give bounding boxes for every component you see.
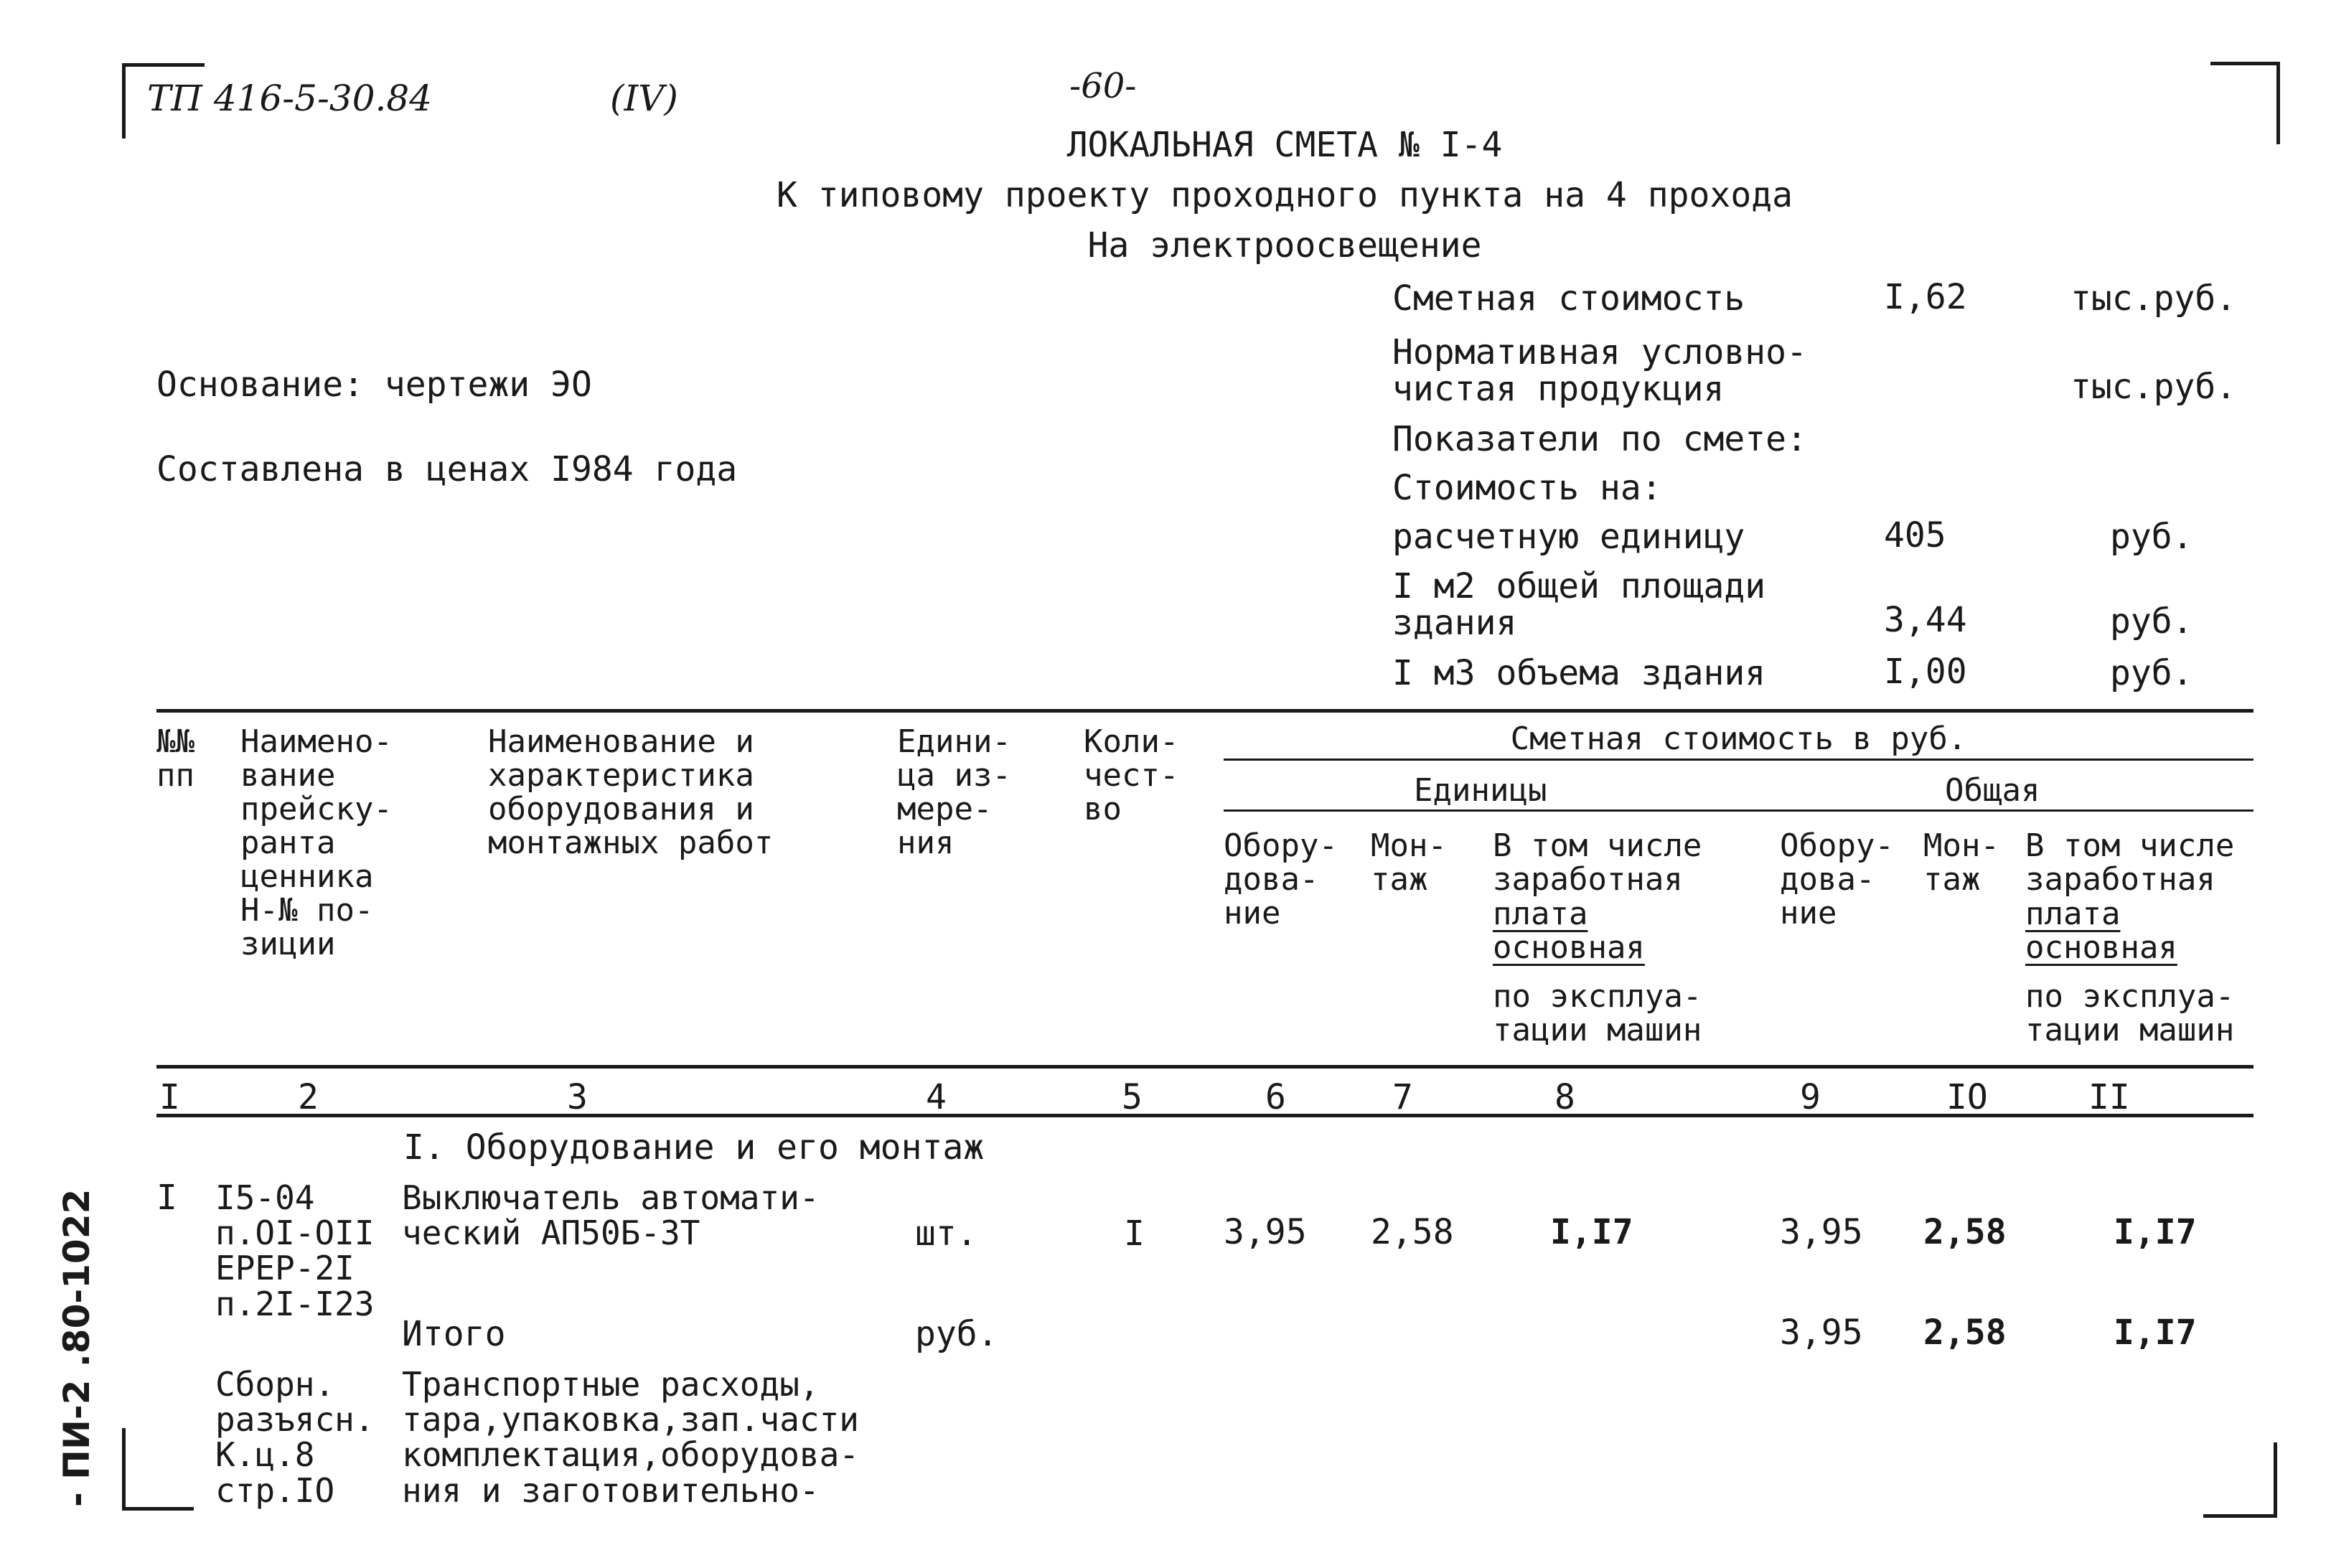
header-quantity: Коли- чест- во bbox=[1084, 723, 1179, 828]
row1-quantity: I bbox=[1124, 1213, 1145, 1254]
row1-unit-equipment: 3,95 bbox=[1224, 1212, 1307, 1252]
header-bottom-rule bbox=[156, 1065, 2253, 1069]
calc-unit-label: расчетную единицу bbox=[1392, 517, 1745, 557]
header-unit-equipment: Обору- дова- ние bbox=[1224, 827, 1338, 932]
column-numbers-rule bbox=[156, 1114, 2253, 1117]
estimate-title: ЛОКАЛЬНАЯ СМЕТА № I-4 bbox=[1066, 125, 1503, 165]
header-row-number: №№ пп bbox=[156, 723, 194, 794]
header-total-wage-basic: плата основная bbox=[2025, 896, 2177, 967]
column-number-4: 4 bbox=[926, 1077, 947, 1117]
header-cost-group: Сметная стоимость в руб. bbox=[1510, 720, 1967, 757]
header-unit-mounting: Мон- таж bbox=[1371, 827, 1447, 898]
area-cost-label: I м2 общей площади здания bbox=[1392, 566, 1766, 644]
header-unit-wage-machines: по эксплуа- тации машин bbox=[1493, 978, 1702, 1049]
column-number-8: 8 bbox=[1554, 1077, 1575, 1117]
row1-equipment-name: Выключатель автомати- ческий АП50Б-3Т bbox=[402, 1178, 820, 1253]
estimated-cost-label: Сметная стоимость bbox=[1392, 278, 1745, 319]
column-number-11: II bbox=[2088, 1077, 2130, 1117]
frame-corner-bottom-right bbox=[2203, 1442, 2277, 1518]
row1-number: I bbox=[156, 1178, 177, 1218]
header-unit-including: В том числе заработная bbox=[1493, 827, 1702, 898]
indicators-label: Показатели по смете: bbox=[1392, 419, 1807, 459]
row1-unit-wage: I,I7 bbox=[1550, 1212, 1633, 1252]
header-total-including: В том числе заработная bbox=[2025, 827, 2235, 898]
row1-total-mounting: 2,58 bbox=[1923, 1212, 2007, 1252]
subtotal-unit: руб. bbox=[915, 1314, 998, 1354]
column-number-1: I bbox=[159, 1077, 180, 1117]
area-cost-value: 3,44 bbox=[1884, 600, 1967, 640]
row1-unit: шт. bbox=[915, 1213, 977, 1254]
column-number-2: 2 bbox=[298, 1077, 319, 1117]
header-unit-wage-basic: плата основная bbox=[1493, 896, 1645, 967]
volume-cost-value: I,00 bbox=[1884, 652, 1967, 692]
subtotal-total-wage: I,I7 bbox=[2114, 1313, 2197, 1353]
calc-unit-unit: руб. bbox=[2110, 517, 2193, 557]
header-equipment-name: Наименование и характеристика оборудования и монтажных работ bbox=[488, 723, 774, 862]
side-stamp: - ПИ-2 .80-1022 bbox=[56, 1188, 98, 1507]
volume-cost-label: I м3 объема здания bbox=[1392, 653, 1766, 693]
normative-production-label: Нормативная условно- чистая продукция bbox=[1392, 332, 1807, 410]
volume-mark: (IV) bbox=[610, 78, 678, 119]
row1-total-wage: I,I7 bbox=[2114, 1212, 2197, 1252]
estimate-subtitle-section: На электроосвещение bbox=[1087, 225, 1482, 266]
header-total-group: Общая bbox=[1945, 772, 2040, 809]
column-number-3: 3 bbox=[567, 1077, 588, 1117]
area-cost-unit: руб. bbox=[2110, 601, 2193, 642]
table-top-rule bbox=[156, 709, 2253, 713]
page-number: -60- bbox=[1069, 66, 1137, 106]
subtotal-label: Итого bbox=[402, 1314, 506, 1354]
frame-corner-top-right bbox=[2210, 62, 2280, 144]
header-unit-group: Единицы bbox=[1414, 772, 1547, 809]
estimated-cost-value: I,62 bbox=[1884, 277, 1967, 317]
row2-price-reference: Сборн. разъясн. К.ц.8 стр.IO bbox=[215, 1365, 375, 1510]
column-number-5: 5 bbox=[1122, 1077, 1143, 1117]
prices-year-text: Составлена в ценах I984 года bbox=[156, 449, 738, 489]
header-unit: Едини- ца из- мере- ния bbox=[897, 723, 1011, 862]
section-title: I. Оборудование и его монтаж bbox=[403, 1127, 985, 1168]
row2-cost-description: Транспортные расходы, тара,упаковка,зап.части комплектация,оборудова- ния и заготовительно- bbox=[402, 1365, 859, 1510]
estimate-subtitle-project: К типовому проекту проходного пункта на 4 прохода bbox=[776, 175, 1793, 215]
column-number-9: 9 bbox=[1800, 1077, 1821, 1117]
row1-price-reference: I5-04 п.OI-OII ЕРЕР-2I п.2I-I23 bbox=[215, 1178, 375, 1323]
header-total-wage-machines: по эксплуа- тации машин bbox=[2025, 978, 2235, 1049]
subtotal-total-mounting: 2,58 bbox=[1923, 1313, 2007, 1353]
basis-text: Основание: чертежи ЭО bbox=[156, 365, 592, 405]
unit-group-rule bbox=[1224, 809, 2253, 812]
frame-corner-bottom-left bbox=[122, 1428, 194, 1511]
header-price-reference: Наимено- вание прейску- ранта ценника Н-№ по- зиции bbox=[240, 723, 393, 963]
document-code: ТП 416-5-30.84 bbox=[147, 78, 433, 119]
normative-production-unit: тыс.руб. bbox=[2070, 367, 2237, 407]
calc-unit-value: 405 bbox=[1884, 515, 1946, 555]
column-number-10: IO bbox=[1946, 1077, 1988, 1117]
subtotal-total-equipment: 3,95 bbox=[1780, 1313, 1863, 1353]
cost-group-rule bbox=[1224, 759, 2253, 761]
header-total-equipment: Обору- дова- ние bbox=[1780, 827, 1894, 932]
cost-per-label: Стоимость на: bbox=[1392, 468, 1662, 508]
row1-total-equipment: 3,95 bbox=[1780, 1212, 1863, 1252]
volume-cost-unit: руб. bbox=[2110, 653, 2193, 693]
column-number-6: 6 bbox=[1265, 1077, 1286, 1117]
row1-unit-mounting: 2,58 bbox=[1371, 1212, 1454, 1252]
estimated-cost-unit: тыс.руб. bbox=[2070, 278, 2237, 319]
header-total-mounting: Мон- таж bbox=[1923, 827, 1999, 898]
column-number-7: 7 bbox=[1392, 1077, 1413, 1117]
